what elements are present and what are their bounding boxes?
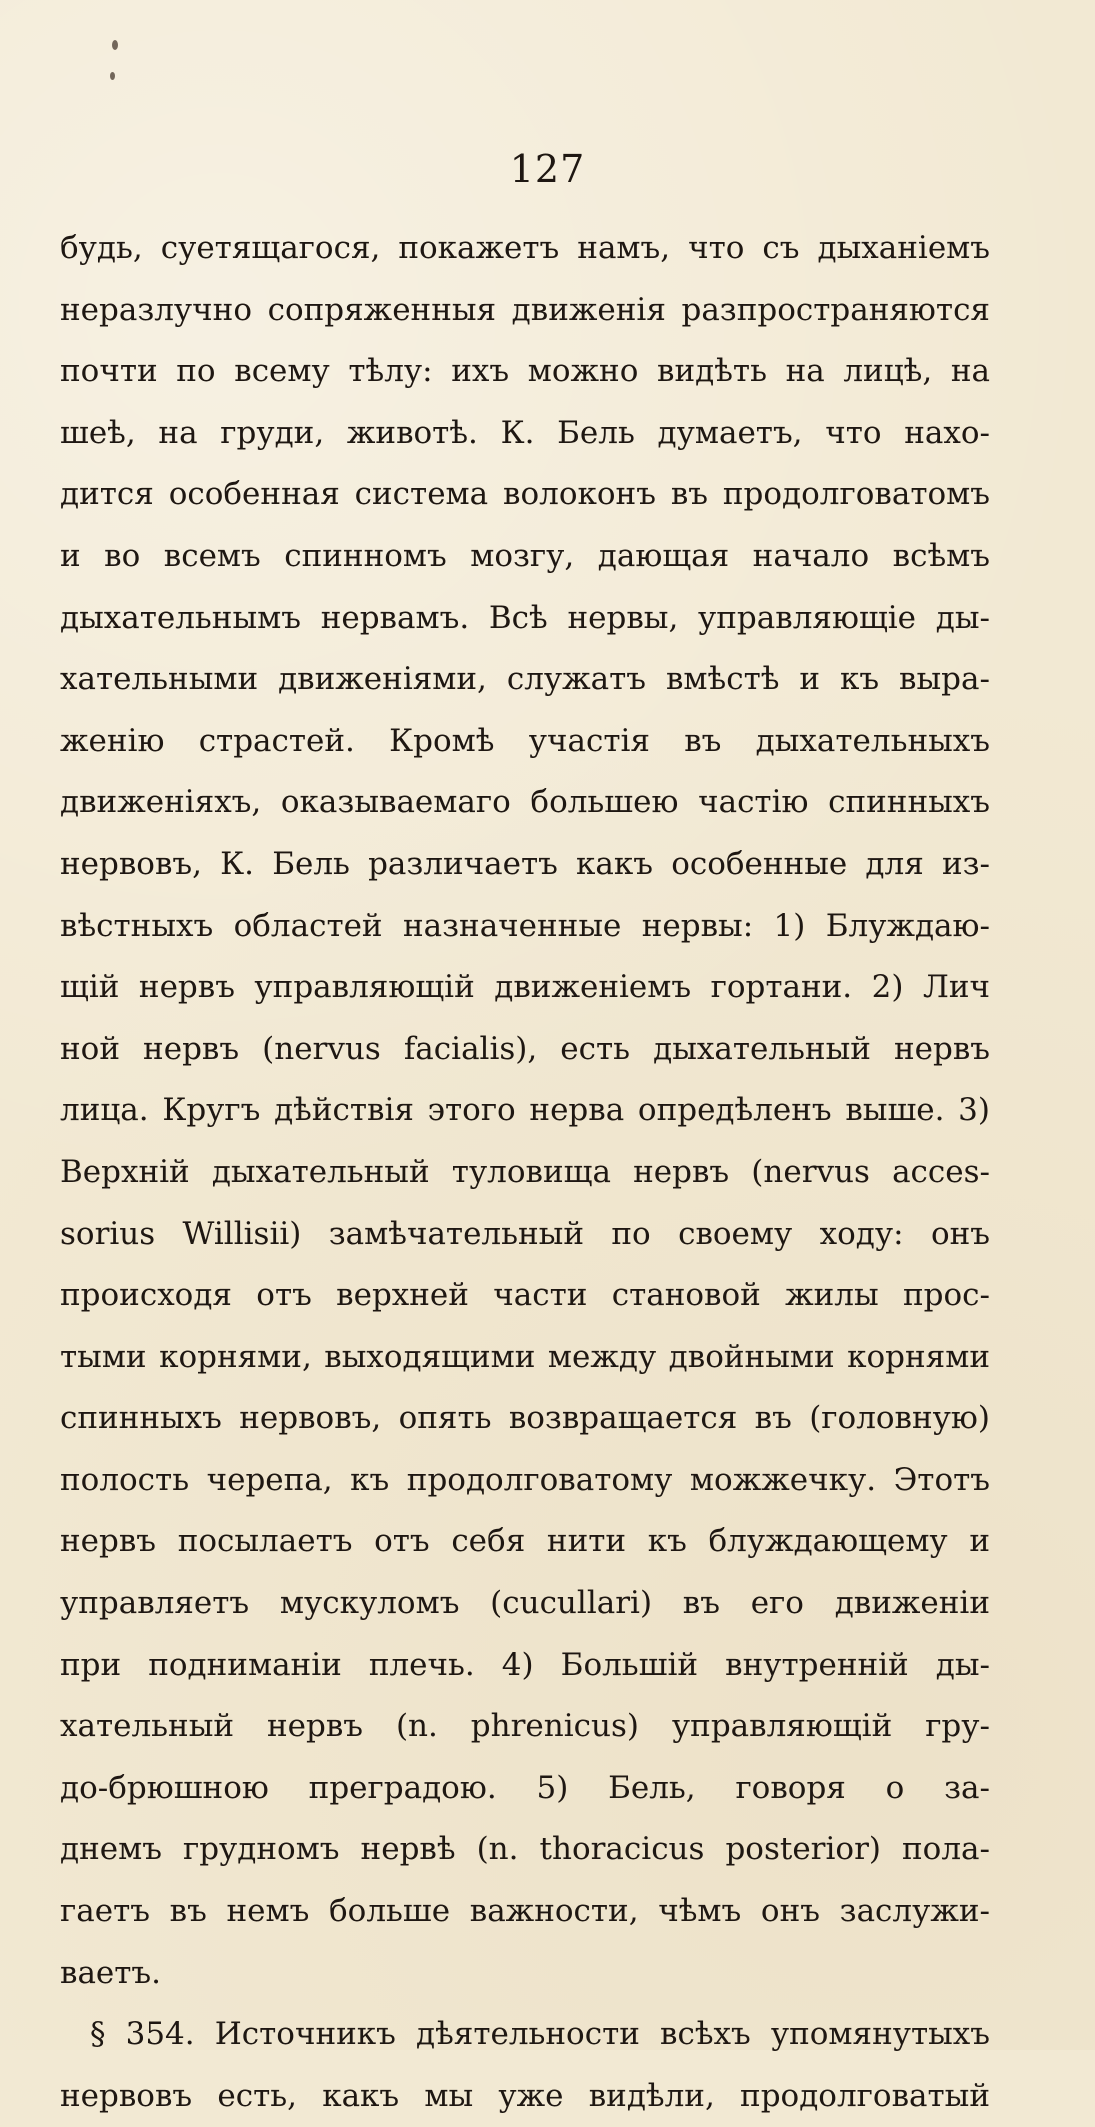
text-line: спинныхъ нервовъ, опять возвращается въ (головную) [60, 1400, 990, 1437]
text-line: вѣстныхъ областей назначенные нервы: 1) Блуждаю- [60, 907, 990, 944]
text-line: почти по всему тѣлу: ихъ можно видѣть на лицѣ, на [60, 353, 990, 390]
text-line: гаетъ въ немъ больше важности, чѣмъ онъ заслужи- [60, 1893, 990, 1930]
text-line: движеніяхъ, оказываемаго большею частію спинныхъ [60, 784, 990, 821]
text-line: Верхній дыхательный туловища нервъ (nervus acces- [60, 1153, 990, 1190]
text-line: дится особенная система волоконъ въ продолговатомъ [60, 476, 990, 513]
text-line: нервъ посылаетъ отъ себя нити къ блуждающему и [60, 1523, 990, 1560]
text-line: дыхательнымъ нервамъ. Всѣ нервы, управляющіе ды- [60, 599, 990, 636]
text-line: женію страстей. Кромѣ участія въ дыхательныхъ [60, 722, 990, 759]
text-line: щій нервъ управляющій движеніемъ гортани. 2) Лич [60, 969, 990, 1006]
ink-speck [112, 40, 118, 50]
body-text [60, 218, 990, 2127]
text-line: управляетъ мускуломъ (cucullari) въ его движеніи [60, 1585, 990, 1622]
text-line: происходя отъ верхней части становой жилы прос- [60, 1277, 990, 1314]
text-line: и во всемъ спинномъ мозгу, дающая начало всѣмъ [60, 537, 990, 574]
text-line: неразлучно сопряженныя движенія разпространяются [60, 291, 990, 328]
text-line: хательными движеніями, служатъ вмѣстѣ и къ выра- [60, 661, 990, 698]
page-number: 127 [509, 147, 586, 191]
text-line: sorius Willisii) замѣчательный по своему ходу: онъ [60, 1215, 990, 1252]
text-line: ной нервъ (nervus facialis), есть дыхательный нервъ [60, 1030, 990, 1067]
text-line: днемъ грудномъ нервѣ (n. thoracicus posterior) пола- [60, 1831, 990, 1868]
text-line: полость черепа, къ продолговатому можжечку. Этотъ [60, 1461, 990, 1498]
text-line: шеѣ, на груди, животѣ. К. Бель думаетъ, что нахо- [60, 414, 990, 451]
text-line: нервовъ есть, какъ мы уже видѣли, продолговатый [60, 2077, 990, 2114]
text-line: до-брюшною преградою. 5) Бель, говоря о за- [60, 1769, 990, 1806]
text-line: при подниманіи плечь. 4) Большій внутренній ды- [60, 1646, 990, 1683]
text-line: хательный нервъ (n. phrenicus) управляющій гру- [60, 1708, 990, 1745]
text-line: нервовъ, К. Бель различаетъ какъ особенные для из- [60, 845, 990, 882]
section-start-line: § 354. Источникъ дѣятельности всѣхъ упомянутыхъ [90, 2016, 990, 2053]
text-line: тыми корнями, выходящими между двойными корнями [60, 1338, 990, 1375]
text-line: лица. Кругъ дѣйствія этого нерва опредѣленъ выше. 3) [60, 1092, 990, 1129]
paragraph-end-line: ваетъ. [60, 1954, 162, 1991]
ink-speck [110, 72, 115, 80]
text-line: будь, суетящагося, покажетъ намъ, что съ дыханіемъ [60, 230, 990, 266]
